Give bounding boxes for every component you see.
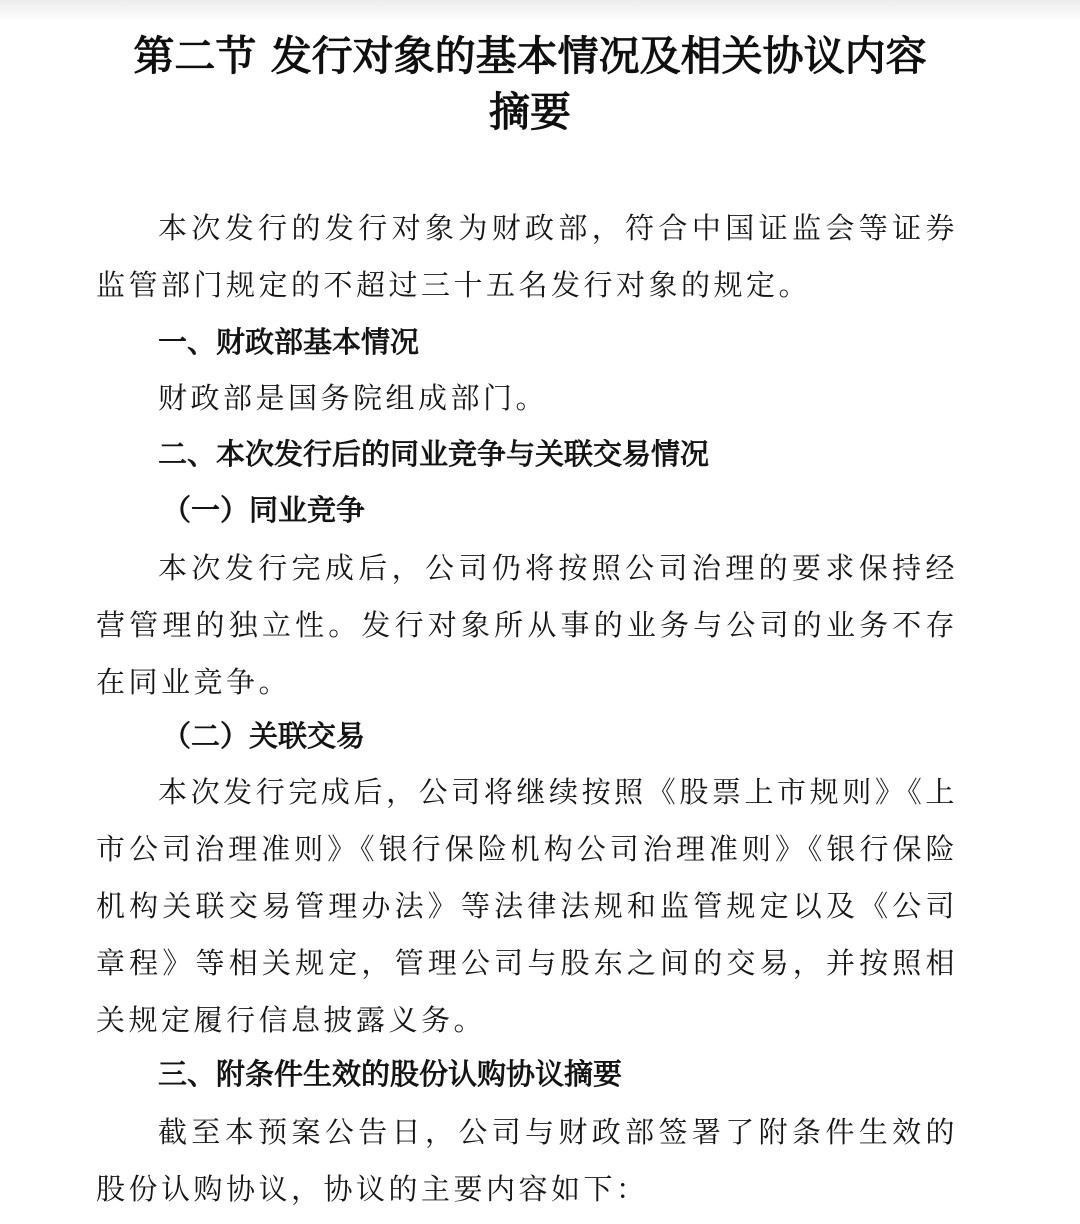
section-title-line-1: 第二节 发行对象的基本情况及相关协议内容 <box>133 32 927 80</box>
subheading-horizontal-competition: （一）同业竞争 <box>162 493 366 527</box>
paragraph-mof-basic-info: 财政部是国务院组成部门。 <box>158 381 549 415</box>
paragraph-horizontal-competition: 本次发行完成后，公司仍将按照公司治理的要求保持经营管理的独立性。发行对象所从事的业务与公司的业务不存在同业竞争。 <box>96 551 958 699</box>
paragraph-related-transactions: 本次发行完成后，公司将继续按照《股票上市规则》《上市公司治理准则》《银行保险机构公司治理准则》《银行保险机构关联交易管理办法》等法律法规和监管规定以及《公司章程》等相关规定，管理公司与股东之间的交易，并按照相关规定履行信息披露义务。 <box>96 775 958 1037</box>
section-title <box>90 28 970 140</box>
heading-competition-and-related-transactions: 二、本次发行后的同业竞争与关联交易情况 <box>158 437 710 471</box>
heading-subscription-agreement-summary: 三、附条件生效的股份认购协议摘要 <box>158 1057 623 1091</box>
section-title-line-2: 摘要 <box>489 88 571 136</box>
intro-paragraph: 本次发行的发行对象为财政部，符合中国证监会等证券监管部门规定的不超过三十五名发行对象的规定。 <box>96 211 958 302</box>
heading-mof-basic-info: 一、财政部基本情况 <box>158 325 420 359</box>
paragraph-subscription-agreement: 截至本预案公告日，公司与财政部签署了附条件生效的股份认购协议，协议的主要内容如下： <box>96 1115 958 1206</box>
subheading-related-transactions: （二）关联交易 <box>162 719 366 753</box>
page-top-shadow <box>0 0 1080 22</box>
